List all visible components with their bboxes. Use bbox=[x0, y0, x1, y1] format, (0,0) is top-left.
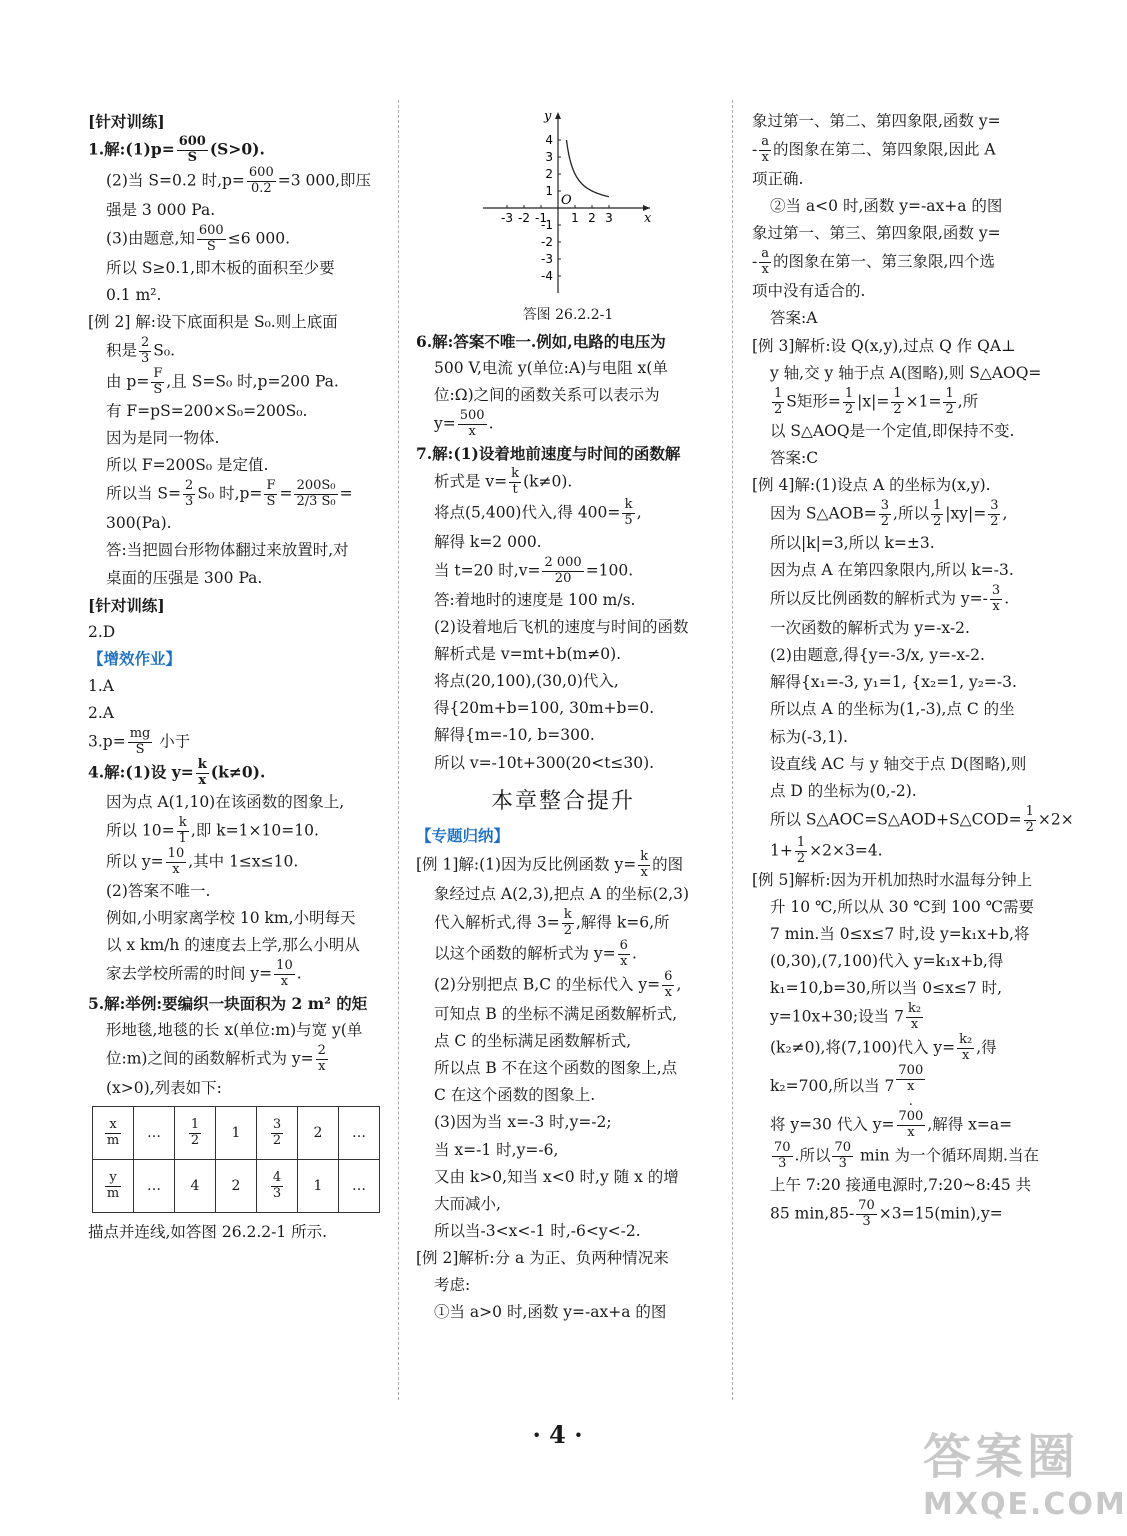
text-line: 300(Pa). bbox=[106, 514, 172, 533]
text-line: 析式是 v= $\frac{k}{t}$ (k≠0). bbox=[434, 466, 573, 497]
y-tick-label: 4 bbox=[545, 133, 553, 147]
text-line: 例如,小明家离学校 10 km,小明每天 bbox=[106, 909, 356, 927]
text-line: 解得{x₁=-3, y₁=1, {x₂=1, y₂=-3. bbox=[770, 673, 1017, 692]
text-line: 位:m)之间的函数解析式为 y= $\frac{2}{x}$ bbox=[106, 1043, 326, 1075]
text-line: C 在这个函数的图象上. bbox=[434, 1086, 596, 1105]
y-tick-label: -2 bbox=[541, 235, 553, 249]
text-line: 1.A bbox=[88, 677, 114, 695]
text-line: [例 3]解析:设 Q(x,y),过点 Q 作 QA⊥ bbox=[752, 336, 1016, 355]
text-line: 由 p= $\frac{F}{S}$ ,且 S=S₀ 时,p=200 Pa. bbox=[106, 366, 339, 398]
graph-caption: 答图 26.2.2-1 bbox=[522, 307, 614, 324]
table-cell: $\frac{1}{2}$ bbox=[175, 1107, 216, 1160]
column-divider-1 bbox=[398, 100, 399, 1400]
text-line: 象经过点 A(2,3),把点 A 的坐标(2,3) bbox=[434, 885, 690, 904]
text-line: 大而减小, bbox=[434, 1194, 501, 1213]
text-line: (x>0),列表如下: bbox=[106, 1079, 222, 1098]
text-line: 2.D bbox=[88, 622, 116, 641]
text-line: y=10x+30;设当 7 $\frac{\text{k₂}}{x}$ bbox=[770, 1001, 922, 1033]
text-line: 点 D 的坐标为(0,-2). bbox=[770, 781, 917, 800]
text-line: 当 t=20 时,v= $\frac{2 000}{20}$ =100. bbox=[434, 554, 634, 586]
text-line: (2)设着地后飞机的速度与时间的函数 bbox=[434, 617, 689, 636]
function-curve bbox=[567, 140, 610, 197]
text-line: 点 C 的坐标满足函数解析式, bbox=[434, 1032, 632, 1050]
graph-svg bbox=[478, 108, 658, 298]
text-line: [例 1]解:(1)因为反比例函数 y= $\frac{k}{x}$ 的图 bbox=[416, 849, 684, 881]
text-line: 将点(20,100),(30,0)代入, bbox=[434, 672, 619, 691]
x-tick-label: -3 bbox=[501, 211, 513, 225]
text-line: ①当 a>0 时,函数 y=-ax+a 的图 bbox=[434, 1303, 667, 1322]
table-row bbox=[93, 1160, 380, 1213]
text-line: 当 x=-1 时,y=-6, bbox=[434, 1140, 559, 1159]
text-line: [例 2] 解:设下底面积是 S₀.则上底面 bbox=[88, 313, 338, 332]
text-line: [针对训练] bbox=[88, 595, 165, 615]
table-cell: … bbox=[339, 1107, 380, 1160]
function-graph bbox=[478, 108, 658, 328]
y-axis-arrow bbox=[555, 112, 561, 119]
text-line: 1+ $\frac{1}{2}$ ×2×3=4. bbox=[770, 834, 883, 866]
text-line: (0,30),(7,100)代入 y=k₁x+b,得 bbox=[770, 952, 1004, 970]
text-line: 标为(-3,1). bbox=[770, 727, 848, 746]
text-line: 项中没有适合的. bbox=[752, 282, 866, 301]
table-cell: 2 bbox=[216, 1160, 257, 1213]
section-subtitle: 【专题归纳】 bbox=[416, 827, 510, 846]
text-line: 5.解:举例:要编织一块面积为 2 m² 的矩 bbox=[88, 994, 368, 1014]
text-line: 2.A bbox=[88, 704, 114, 723]
text-line: 答案:A bbox=[770, 309, 818, 328]
text-line: - $\frac{a}{x}$ 的图象在第一、第三象限,四个选 bbox=[752, 246, 995, 278]
text-line: 所以 y= $\frac{10}{x}$ ,其中 1≤x≤10. bbox=[106, 846, 299, 877]
table-row bbox=[93, 1107, 380, 1160]
table-cell: 1 bbox=[216, 1107, 257, 1160]
text-line: 500 V,电流 y(单位:A)与电阻 x(单 bbox=[434, 358, 668, 377]
text-line: 升 10 ℃,所以从 30 ℃到 100 ℃需要 bbox=[770, 897, 1035, 916]
text-line: y= $\frac{500}{x}$ . bbox=[434, 408, 494, 439]
text-line: 解析式是 v=mt+b(m≠0). bbox=[434, 645, 622, 663]
table-cell: $\frac{x}{m}$ bbox=[93, 1107, 134, 1160]
text-line: 7.解:(1)设着地前速度与时间的函数解 bbox=[416, 443, 681, 463]
table-cell: $\frac{y}{m}$ bbox=[93, 1160, 134, 1213]
text-line: 所以|k|=3,所以 k=±3. bbox=[770, 533, 935, 552]
text-line: (k₂≠0),将(7,100)代入 y= $\frac{\text{k₂}}{x}$ ,得 bbox=[770, 1032, 997, 1064]
text-line: 所以 S△AOC=S△AOD+S△COD= $\frac{1}{2}$ ×2× bbox=[770, 803, 1074, 835]
text-line: 项正确. bbox=[752, 170, 804, 188]
text-line: $\frac{1}{2}$ S矩形= $\frac{1}{2}$ |x|= $\frac{1}{2}$ ×1= $\frac{1}{2}$ ,所 bbox=[774, 385, 979, 417]
text-line: 7 min.当 0≤x≤7 时,设 y=k₁x+b,将 bbox=[770, 924, 1030, 943]
text-line: k₂=700,所以当 7 700 x . bbox=[770, 1063, 924, 1109]
x-axis-label: x bbox=[644, 211, 652, 226]
watermark-logo bbox=[923, 1418, 1127, 1528]
section-title: 本章整合提升 bbox=[490, 788, 635, 814]
text-line: 有 F=pS=200×S₀=200S₀. bbox=[106, 402, 308, 420]
text-line: (3)因为当 x=-3 时,y=-2; bbox=[434, 1113, 612, 1132]
right-text-lines bbox=[752, 108, 1074, 1230]
text-line: 形地毯,地毯的长 x(单位:m)与宽 y(单 bbox=[106, 1021, 363, 1040]
text-line: y 轴,交 y 轴于点 A(图略),则 S△AOQ= bbox=[770, 363, 1042, 382]
text-line: 答案:C bbox=[770, 448, 819, 467]
column-left bbox=[88, 108, 380, 1247]
text-line: 因为 S△AOB= $\frac{3}{2}$ ,所以 $\frac{1}{2}$ |xy|= $\frac{3}{2}$ , bbox=[770, 498, 1008, 529]
text-line: 将 y=30 代入 y= $\frac{700}{x}$ ,解得 x=a= bbox=[770, 1108, 1013, 1140]
y-tick-label: -1 bbox=[541, 218, 553, 232]
column-divider-2 bbox=[732, 100, 733, 1400]
text-line: (2)由题意,得{y=-3/x, y=-x-2. bbox=[770, 646, 985, 665]
table-cell: 4 bbox=[175, 1160, 216, 1213]
text-line: [例 2]解析:分 a 为正、负两种情况来 bbox=[416, 1249, 669, 1267]
column-right bbox=[752, 108, 1074, 1230]
text-line: k₁=10,b=30,所以当 0≤x≤7 时, bbox=[770, 979, 1003, 998]
text-line: 强是 3 000 Pa. bbox=[106, 200, 216, 219]
table-cell: … bbox=[339, 1160, 380, 1213]
watermark-bottom: MXQE.COM bbox=[923, 1487, 1127, 1522]
table-cell: 1 bbox=[298, 1160, 339, 1213]
text-line: 又由 k>0,知当 x<0 时,y 随 x 的增 bbox=[434, 1167, 679, 1186]
text-line: 象过第一、第二、第四象限,函数 y= bbox=[752, 112, 1001, 130]
text-line: 所以 F=200S₀ 是定值. bbox=[106, 456, 269, 475]
text-line: 0.1 m². bbox=[106, 286, 162, 304]
text-line: 象过第一、第三、第四象限,函数 y= bbox=[752, 224, 1001, 243]
text-line: 积是 $\frac{2}{3}$ S₀. bbox=[106, 335, 176, 367]
text-line: 以 x km/h 的速度去上学,那么小明从 bbox=[106, 936, 360, 955]
text-line: (3)由题意,知 $\frac{600}{S}$ ≤6 000. bbox=[106, 223, 291, 254]
text-line: 所以反比例函数的解析式为 y=- $\frac{3}{x}$ . bbox=[770, 583, 1010, 615]
text-line: - $\frac{a}{x}$ 的图象在第二、第四象限,因此 A bbox=[752, 134, 996, 166]
value-table bbox=[92, 1106, 380, 1213]
text-line: 85 min,85- $\frac{70}{3}$ ×3=15(min),y= bbox=[770, 1197, 1003, 1229]
table-cell: … bbox=[134, 1160, 175, 1213]
text-line: [例 5]解析:因为开机加热时水温每分钟上 bbox=[752, 870, 1033, 889]
text-line: (2)答案不唯一. bbox=[106, 881, 211, 900]
text-line: 1.解:(1)p= $\frac{600}{S}$ (S>0). bbox=[88, 134, 265, 166]
text-line: 3.p= $\frac{mg}{S}$ 小于 bbox=[88, 726, 191, 758]
watermark-top: 答案圈 bbox=[923, 1429, 1080, 1485]
x-tick-label: -2 bbox=[518, 211, 530, 225]
text-line: 因为是同一物体. bbox=[106, 429, 220, 448]
text-line: 答:着地时的速度是 100 m/s. bbox=[434, 590, 636, 609]
y-tick-label: 3 bbox=[545, 150, 553, 164]
text-line: 以 S△AOQ是一个定值,即保持不变. bbox=[770, 421, 1015, 440]
middle-text-lines-2 bbox=[416, 850, 710, 1326]
text-line: 所以当 S= $\frac{2}{3}$ S₀ 时,p= $\frac{F}{S}$ = $\frac{\text{200S₀}}{\text{2/3 S₀}}$ = bbox=[106, 478, 353, 510]
text-line: 得{20m+b=100, 30m+b=0. bbox=[434, 699, 655, 718]
column-middle bbox=[416, 108, 710, 1326]
text-line: 考虑: bbox=[434, 1276, 471, 1295]
x-tick-label: -1 bbox=[535, 211, 547, 225]
text-line: [针对训练] bbox=[88, 112, 165, 131]
text-line: 将点(5,400)代入,得 400= $\frac{k}{5}$ , bbox=[434, 496, 642, 528]
text-line: 设直线 AC 与 y 轴交于点 D(图略),则 bbox=[770, 754, 1027, 773]
y-tick-label: 1 bbox=[545, 184, 553, 198]
table-cell: … bbox=[134, 1107, 175, 1160]
text-line: 代入解析式,得 3= $\frac{k}{2}$ ,解得 k=6,所 bbox=[434, 907, 670, 939]
y-axis-label: y bbox=[544, 109, 552, 124]
y-tick-label: -4 bbox=[541, 269, 553, 283]
text-line: 因为点 A(1,10)在该函数的图象上, bbox=[106, 793, 345, 811]
text-line: 所以点 B 不在这个函数的图象上,点 bbox=[434, 1059, 678, 1078]
x-tick-label: 3 bbox=[605, 211, 613, 225]
x-tick-label: 1 bbox=[571, 211, 579, 225]
table-note: 描点并连线,如答图 26.2.2-1 所示. bbox=[88, 1223, 328, 1242]
text-line: 所以 S≥0.1,即木板的面积至少要 bbox=[106, 258, 335, 277]
text-line: 家去学校所需的时间 y= $\frac{10}{x}$ . bbox=[106, 958, 302, 990]
text-line: ②当 a<0 时,函数 y=-ax+a 的图 bbox=[770, 197, 1003, 216]
text-line: 可知点 B 的坐标不满足函数解析式, bbox=[434, 1004, 678, 1023]
table-cell: $\frac{3}{2}$ bbox=[257, 1107, 298, 1160]
table-cell: 2 bbox=[298, 1107, 339, 1160]
text-line: 上午 7:20 接通电源时,7:20~8:45 共 bbox=[770, 1175, 1032, 1194]
text-line: 因为点 A 在第四象限内,所以 k=-3. bbox=[770, 561, 1014, 579]
page-number: · 4 · bbox=[532, 1420, 583, 1449]
y-tick-label: 2 bbox=[545, 167, 553, 181]
text-line: 所以当-3<x<-1 时,-6<y<-2. bbox=[434, 1221, 641, 1240]
text-line: (2)分别把点 B,C 的坐标代入 y= $\frac{6}{x}$ , bbox=[434, 969, 682, 1000]
text-line: 所以 v=-10t+300(20<t≤30). bbox=[434, 753, 655, 772]
text-line: 【增效作业】 bbox=[88, 649, 182, 668]
text-line: $\frac{70}{3}$ .所以 $\frac{70}{3}$ min 为一个循环周期.当在 bbox=[774, 1139, 1039, 1171]
text-line: [例 4]解:(1)设点 A 的坐标为(x,y). bbox=[752, 475, 991, 494]
middle-text-lines bbox=[416, 328, 710, 777]
text-line: 答:当把圆台形物体翻过来放置时,对 bbox=[106, 541, 349, 560]
y-tick-label: -3 bbox=[541, 252, 553, 266]
text-line: (2)当 S=0.2 时,p= $\frac{600}{0.2}$ =3 000,即压 bbox=[106, 165, 372, 196]
left-text-lines bbox=[88, 108, 380, 1102]
text-line: 桌面的压强是 300 Pa. bbox=[106, 568, 263, 587]
text-line: 6.解:答案不唯一.例如,电路的电压为 bbox=[416, 331, 666, 351]
table-cell: $\frac{4}{3}$ bbox=[257, 1160, 298, 1213]
text-line: 4.解:(1)设 y= $\frac{k}{x}$ (k≠0). bbox=[88, 757, 266, 789]
text-line: 所以点 A 的坐标为(1,-3),点 C 的坐 bbox=[770, 700, 1015, 719]
x-tick-label: 2 bbox=[588, 211, 596, 225]
text-line: 解得{m=-10, b=300. bbox=[434, 726, 595, 745]
text-line: 一次函数的解析式为 y=-x-2. bbox=[770, 619, 970, 637]
text-line: 位:Ω)之间的函数关系可以表示为 bbox=[434, 385, 660, 404]
origin-label: O bbox=[561, 193, 572, 208]
text-line: 所以 10= $\frac{k}{1}$ ,即 k=1×10=10. bbox=[106, 815, 319, 847]
text-line: 以这个函数的解析式为 y= $\frac{6}{x}$ . bbox=[434, 938, 637, 970]
text-line: 解得 k=2 000. bbox=[434, 532, 542, 551]
